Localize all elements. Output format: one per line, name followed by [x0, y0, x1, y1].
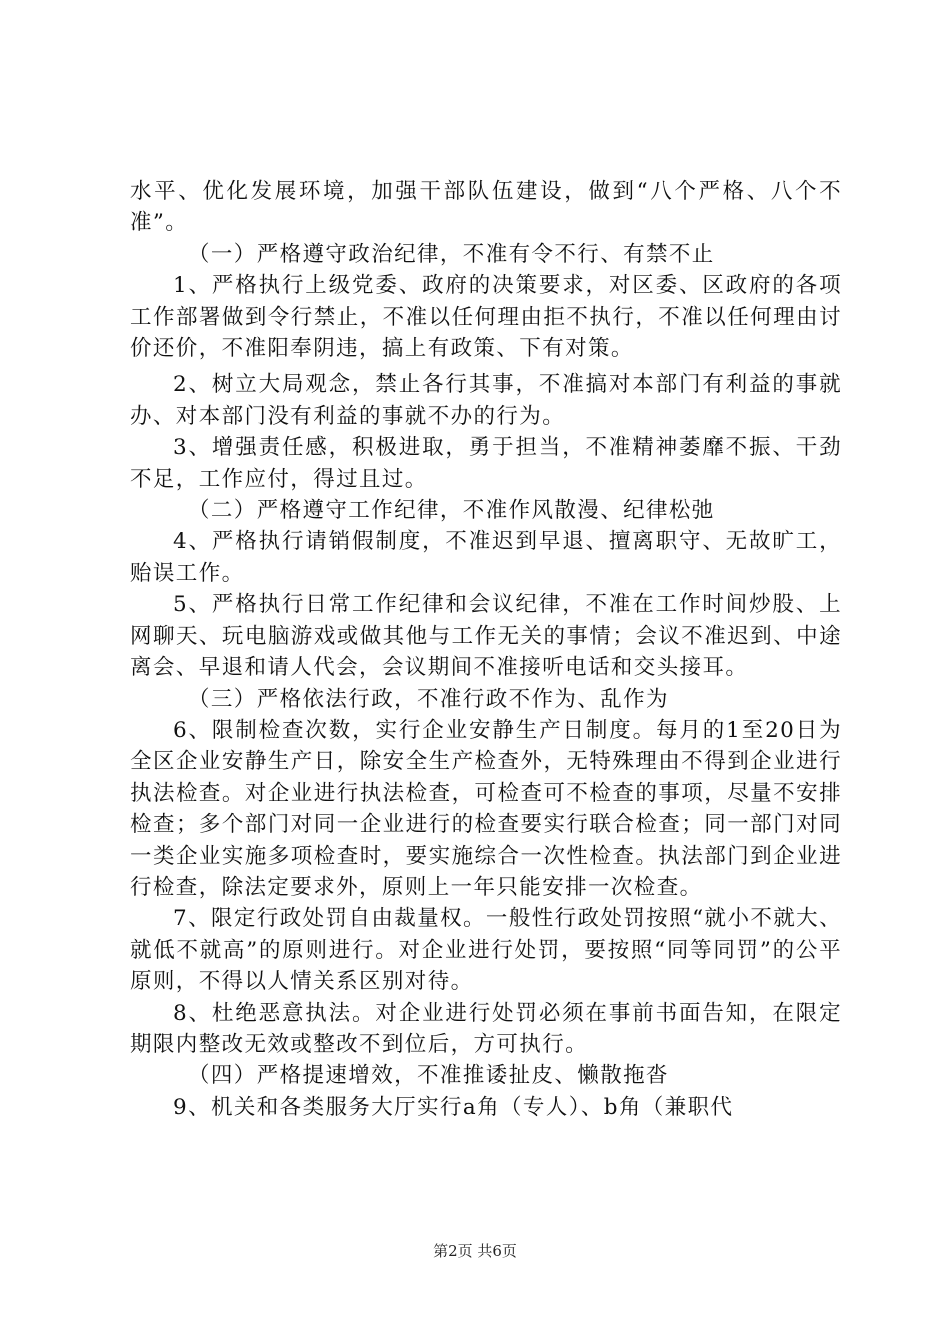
page-footer: 第2页 共6页	[433, 1242, 517, 1260]
section-heading-2: （二）严格遵守工作纪律，不准作风散漫、纪律松弛	[188, 498, 715, 524]
paragraph-item-4: 4、严格执行请销假制度，不准迟到早退、擅离职守、无故旷工，贻误工作。	[130, 529, 842, 586]
section-heading-1: （一）严格遵守政治纪律，不准有令不行、有禁不止	[188, 241, 715, 267]
paragraph-item-3: 3、增强责任感，积极进取，勇于担当，不准精神萎靡不振、干劲不足，工作应付，得过且过。	[130, 435, 842, 492]
paragraph-item-5: 5、严格执行日常工作纪律和会议纪律，不准在工作时间炒股、上网聊天、玩电脑游戏或做其他与工作无关的事情；会议不准迟到、中途离会、早退和请人代会，会议期间不准接听电话和交头接耳。	[130, 592, 842, 681]
paragraph-intro: 水平、优化发展环境，加强干部队伍建设，做到“八个严格、八个不准”。	[130, 179, 842, 236]
paragraph-item-9: 9、机关和各类服务大厅实行a角（专人）、b角（兼职代	[173, 1094, 734, 1120]
paragraph-item-1: 1、严格执行上级党委、政府的决策要求，对区委、区政府的各项工作部署做到令行禁止，不准以任何理由拒不执行，不准以任何理由讨价还价，不准阳奉阴违，搞上有政策、下有对策。	[130, 273, 842, 362]
section-heading-4: （四）严格提速增效，不准推诿扯皮、懒散拖沓	[188, 1063, 669, 1089]
section-heading-3: （三）严格依法行政，不准行政不作为、乱作为	[188, 686, 669, 712]
paragraph-item-7: 7、限定行政处罚自由裁量权。一般性行政处罚按照“就小不就大、就低不就高”的原则进行。对企业进行处罚，要按照“同等同罚”的公平原则，不得以人情关系区别对待。	[130, 906, 842, 995]
paragraph-item-6: 6、限制检查次数，实行企业安静生产日制度。每月的1至20日为全区企业安静生产日，除安全生产检查外，无特殊理由不得到企业进行执法检查。对企业进行执法检查，可检查可不检查的事项，尽量不安排检查；多个部门对同一企业进行的检查要实行联合检查；同一部门对同一类企业实施多项检查时，要实施综合一次性检查。执法部门到企业进行检查，除法定要求外，原则上一年只能安排一次检查。	[130, 717, 842, 900]
paragraph-item-2: 2、树立大局观念，禁止各行其事，不准搞对本部门有利益的事就办、对本部门没有利益的事就不办的行为。	[130, 372, 842, 429]
document-body	[130, 176, 842, 1123]
paragraph-item-8: 8、杜绝恶意执法。对企业进行处罚必须在事前书面告知，在限定期限内整改无效或整改不到位后，方可执行。	[130, 1000, 842, 1057]
